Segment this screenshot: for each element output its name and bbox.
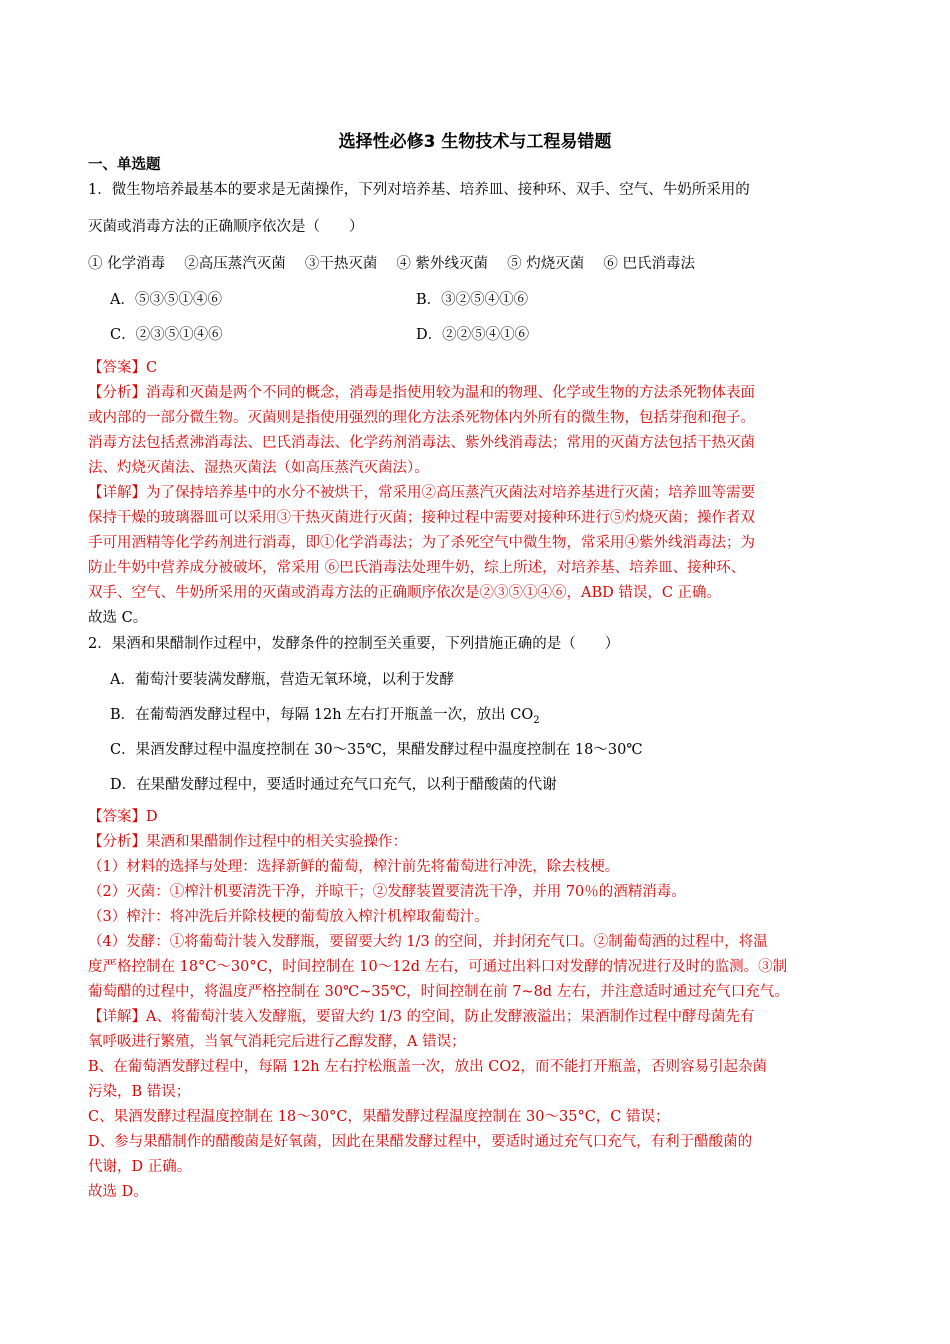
q2-option-b-text: B．在葡萄酒发酵过程中，每隔 12h 左右打开瓶盖一次，放出 CO xyxy=(110,707,534,723)
q1-option-d: D．②②⑤④①⑥ xyxy=(416,327,530,343)
q1-conclusion: 故选 C。 xyxy=(88,610,148,626)
q2-detail-line: 代谢，D 正确。 xyxy=(88,1159,192,1175)
q2-analysis-line: （4）发酵：①将葡萄汁装入发酵瓶，要留要大约 1/3 的空间，并封闭充气口。②制葡萄酒的过程中，将温 xyxy=(88,934,768,950)
q1-detail-line: 保持干燥的玻璃器皿可以采用③干热灭菌进行灭菌；接种过程中需要对接种环进行⑤灼烧灭菌；操作者双 xyxy=(88,510,755,526)
q1-analysis-line: 或内部的一部分微生物。灭菌则是指使用强烈的理化方法杀死物体内外所有的微生物，包括芽孢和孢子。 xyxy=(88,410,755,426)
q2-option-c: C．果酒发酵过程中温度控制在 30～35℃，果醋发酵过程中温度控制在 18～30℃ xyxy=(110,742,643,758)
q1-option-c: C．②③⑤①④⑥ xyxy=(110,327,223,343)
q1-answer: 【答案】C xyxy=(88,360,158,376)
q2-detail-line: C、果酒发酵过程温度控制在 18～30°C，果醋发酵过程温度控制在 30～35°C，C 错误； xyxy=(88,1109,670,1125)
q2-detail-line: 氧呼吸进行繁殖，当氧气消耗完后进行乙醇发酵，A 错误； xyxy=(88,1034,466,1050)
q2-analysis-line: （2）灭菌：①榨汁机要清洗干净，并晾干；②发酵装置要清洗干净，并用 70％的酒精消毒。 xyxy=(88,884,686,900)
q2-option-b xyxy=(110,703,540,726)
q1-analysis-line: 法、灼烧灭菌法、湿热灭菌法（如高压蒸汽灭菌法）。 xyxy=(88,460,429,476)
q2-analysis-line: （3）榨汁：将冲洗后并除枝梗的葡萄放入榨汁机榨取葡萄汁。 xyxy=(88,909,489,925)
q1-solution xyxy=(88,356,866,631)
q1-detail-line: 防止牛奶中营养成分被破坏，常采用 ⑥巴氏消毒法处理牛奶，综上所述，对培养基、培养皿、接种环、 xyxy=(88,560,746,576)
section-heading: 一、单选题 xyxy=(88,157,161,173)
q2-analysis-line: 葡萄醋的过程中，将温度严格控制在 30℃~35℃，时间控制在前 7~8d 左右，并注意适时通过充气口充气。 xyxy=(88,984,789,1000)
q1-option-b: B．③②⑤④①⑥ xyxy=(416,292,529,308)
page-title: 选择性必修3 生物技术与工程易错题 xyxy=(338,132,612,152)
q2-detail-line: D、参与果醋制作的醋酸菌是好氧菌，因此在果醋发酵过程中，要适时通过充气口充气，有利于醋酸菌的 xyxy=(88,1134,753,1150)
q2-stem: 2．果酒和果醋制作过程中，发酵条件的控制至关重要，下列措施正确的是（ ） xyxy=(88,636,620,652)
q1-detail-line: 【详解】为了保持培养基中的水分不被烘干，常采用②高压蒸汽灭菌法对培养基进行灭菌；培养皿等需要 xyxy=(88,485,755,501)
q2-detail-line: 污染，B 错误； xyxy=(88,1084,191,1100)
q1-detail-line: 双手、空气、牛奶所采用的灭菌或消毒方法的正确顺序依次是②③⑤①④⑥，ABD 错误，C 正确。 xyxy=(88,585,722,601)
q2-analysis-line: 【分析】果酒和果醋制作过程中的相关实验操作： xyxy=(88,834,407,850)
q2-analysis-line: 度严格控制在 18°C～30°C，时间控制在 10～12d 左右，可通过出料口对发酵的情况进行及时的监测。③制 xyxy=(88,959,788,975)
q2-conclusion: 故选 D。 xyxy=(88,1184,148,1200)
q1-analysis-line: 消毒方法包括煮沸消毒法、巴氏消毒法、化学药剂消毒法、紫外线消毒法；常用的灭菌方法包括干热灭菌 xyxy=(88,435,755,451)
q1-analysis-line: 【分析】消毒和灭菌是两个不同的概念，消毒是指使用较为温和的物理、化学或生物的方法杀死物体表面 xyxy=(88,385,755,401)
co2-subscript: 2 xyxy=(533,714,540,726)
q2-detail-line: 【详解】A、将葡萄汁装入发酵瓶，要留大约 1/3 的空间，防止发酵液溢出；果酒制作过程中酵母菌先有 xyxy=(88,1009,755,1025)
q1-option-a: A．⑤③⑤①④⑥ xyxy=(110,292,222,308)
q2-answer: 【答案】D xyxy=(88,809,158,825)
q2-solution xyxy=(88,805,866,1205)
q1-detail-line: 手可用酒精等化学药剂进行消毒，即①化学消毒法；为了杀死空气中微生物，常采用④紫外线消毒法；为 xyxy=(88,535,755,551)
q2-analysis-line: （1）材料的选择与处理：选择新鲜的葡萄，榨汁前先将葡萄进行冲洗，除去枝梗。 xyxy=(88,859,620,875)
q2-option-d: D．在果醋发酵过程中，要适时通过充气口充气，以利于醋酸菌的代谢 xyxy=(110,777,557,793)
q2-detail-line: B、在葡萄酒发酵过程中，每隔 12h 左右拧松瓶盖一次，放出 CO2，而不能打开瓶盖，否则容易引起杂菌 xyxy=(88,1059,767,1075)
q1-stem-line2: 灭菌或消毒方法的正确顺序依次是（ ） xyxy=(88,219,364,235)
q1-methods: ① 化学消毒 ②高压蒸汽灭菌 ③干热灭菌 ④ 紫外线灭菌 ⑤ 灼烧灭菌 ⑥ 巴氏消毒法 xyxy=(88,256,695,272)
q1-stem-line1: 1．微生物培养最基本的要求是无菌操作，下列对培养基、培养皿、接种环、双手、空气、牛奶所采用的 xyxy=(88,182,750,198)
q2-option-a: A．葡萄汁要装满发酵瓶，营造无氧环境，以利于发酵 xyxy=(110,672,454,688)
